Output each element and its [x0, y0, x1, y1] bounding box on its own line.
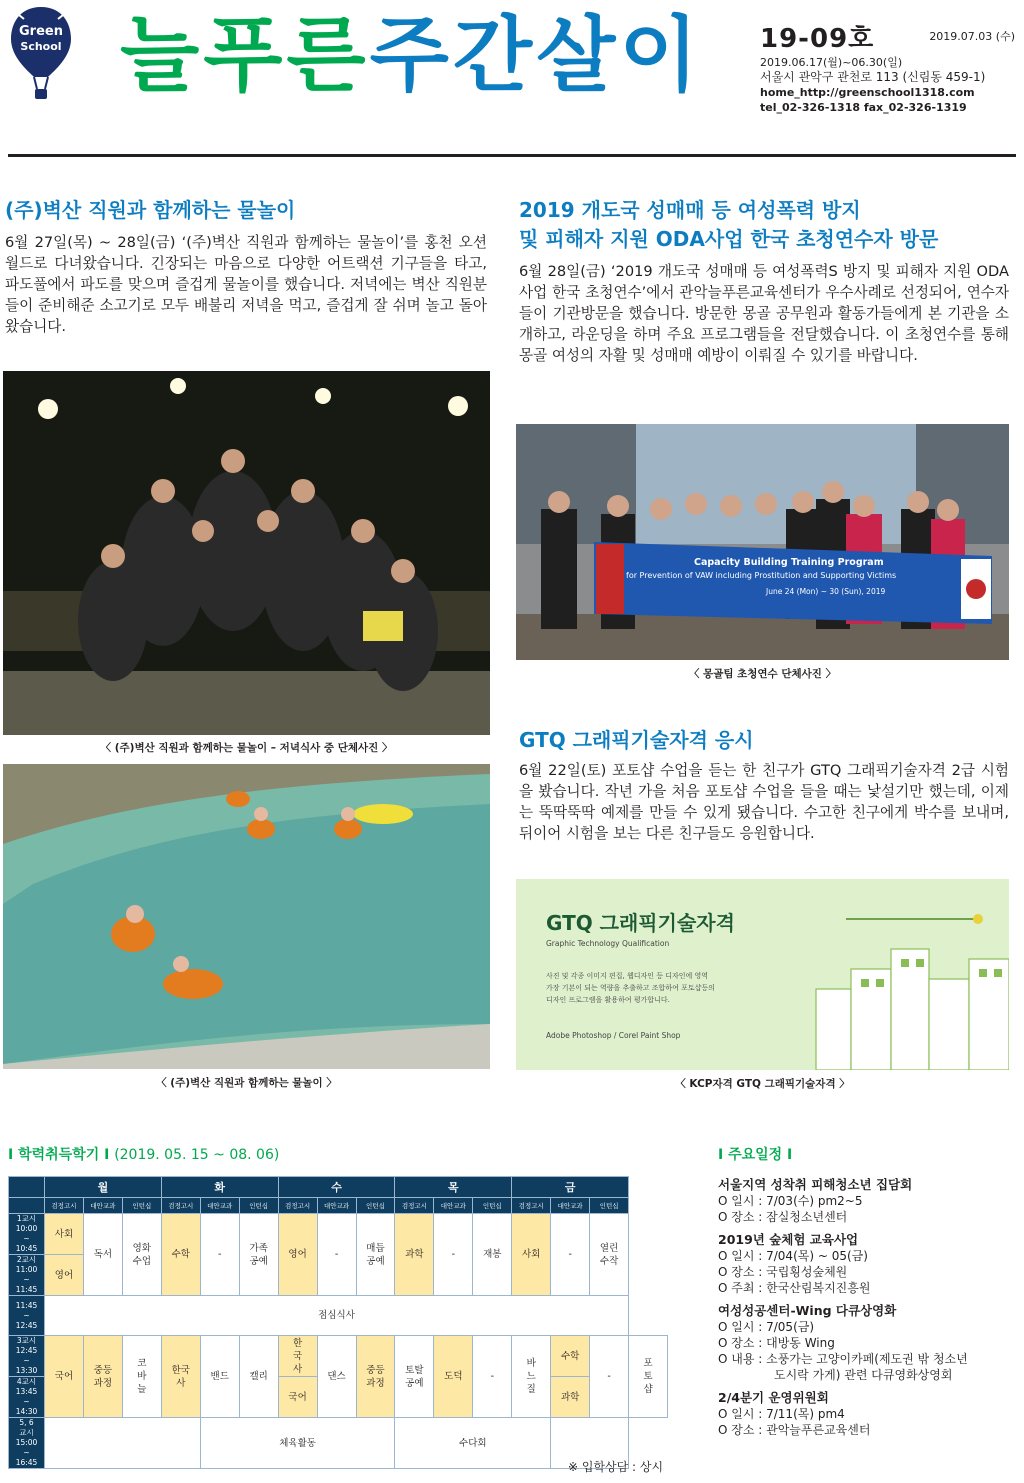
issue-date: 2019.07.03 (수)	[929, 30, 1015, 43]
timetable	[8, 1176, 668, 1469]
class-cell: 중등 과정	[356, 1336, 395, 1418]
svg-text:Green: Green	[19, 24, 63, 39]
class-cell: 수학	[551, 1336, 590, 1377]
admission-note: ※ 입학상담 : 상시	[568, 1460, 664, 1474]
period-3-time: 3교시 12:45 ~ 13:30	[9, 1336, 45, 1377]
class-cell: -	[551, 1214, 590, 1296]
track-header: 검정고시	[512, 1198, 551, 1214]
photo-caption-water-play: 〈 (주)벽산 직원과 함께하는 물놀이 〉	[156, 1077, 337, 1089]
schedule-item-line: O 일시 : 7/03(수) pm2~5	[718, 1194, 863, 1208]
class-cell: 중등 과정	[83, 1336, 122, 1418]
class-cell: 가족 공예	[239, 1214, 278, 1296]
class-cell: 수학	[161, 1214, 200, 1296]
tel-fax: tel_02-326-1318 fax_02-326-1319	[760, 101, 967, 114]
class-cell: 매듭 공예	[356, 1214, 395, 1296]
timetable-heading	[8, 1144, 279, 1164]
schedule-item-title: 2019년 숲체험 교육사업	[718, 1232, 859, 1247]
green-school-balloon-logo	[10, 5, 72, 103]
address: 서울시 관악구 관천로 113 (신림동 459-1)	[760, 70, 986, 84]
track-header: 대안교과	[83, 1198, 122, 1214]
day-header: 금	[512, 1177, 629, 1198]
schedule-item-line: 도시락 가게) 관련 다큐영화상영회	[774, 1368, 953, 1382]
masthead-green-word: 늘푸른	[120, 8, 370, 103]
mongolia-group-photo	[516, 424, 1009, 660]
class-cell: 한국 사	[161, 1336, 200, 1418]
schedule-item-line: O 내용 : 소풍가는 고양이카페(제도권 밖 청소년	[718, 1352, 968, 1366]
photo-caption-gtq: 〈 KCP자격 GTQ 그래픽기술자격 〉	[675, 1078, 850, 1090]
schedule-item-line: O 일시 : 7/11(목) pm4	[718, 1407, 845, 1421]
empty-cell	[45, 1418, 201, 1469]
group-dinner-photo	[3, 371, 490, 735]
class-cell: 영화 수업	[122, 1214, 161, 1296]
track-header: 검정고시	[395, 1198, 434, 1214]
class-cell: 과학	[551, 1377, 590, 1418]
article-body-water-play: 6월 27일(목) ~ 28일(금) ‘(주)벽산 직원과 함께하는 물놀이’를 홍천 오션월드로 다녀왔습니다. 긴장되는 마음으로 다양한 어트랙션 기구들을 타고, 파도풀에서 파도를 맞으며 즐겁게 물놀이를 했습니다. 저녁에는 벽산 직원분들이 준비해준 소고기로 모두 배불리 저녁을 먹고, 즐겁게 잘 쉬며 놀고 돌아왔습니다.	[5, 234, 487, 335]
lunch-cell: 점심식사	[45, 1296, 629, 1336]
track-header: 대안교과	[434, 1198, 473, 1214]
track-header: 검정고시	[278, 1198, 317, 1214]
schedule-item	[718, 1176, 1018, 1225]
class-cell: -	[200, 1214, 239, 1296]
period-2-time: 2교시 11:00 ~ 11:45	[9, 1255, 45, 1296]
timetable-title: I 학력취득학기 I	[8, 1147, 110, 1163]
article-title-oda-line2: 및 피해자 지원 ODA사업 한국 초청연수자 방문	[519, 227, 939, 251]
schedule-item-line: O 일시 : 7/04(목) ~ 05(금)	[718, 1249, 868, 1263]
banner-dates: June 24 (Mon) ~ 30 (Sun), 2019	[766, 587, 886, 596]
track-header: 인턴십	[473, 1198, 512, 1214]
article-title-oda-line1: 2019 개도국 성매매 등 여성폭력 방지	[519, 198, 861, 222]
schedule-item	[718, 1302, 1018, 1383]
schedule-item-line: O 장소 : 대방동 Wing	[718, 1336, 835, 1350]
schedule-item-line: O 장소 : 잠실청소년센터	[718, 1210, 848, 1224]
header-divider	[8, 154, 1016, 157]
gtq-image-title: GTQ 그래픽기술자격	[546, 911, 735, 935]
class-cell: -	[473, 1336, 512, 1418]
class-cell: -	[434, 1214, 473, 1296]
svg-text:School: School	[20, 40, 62, 53]
banner-subtitle: for Prevention of VAW including Prostitution and Supporting Victims	[626, 571, 897, 580]
article-body-oda: 6월 28일(금) ‘2019 개도국 성매매 등 여성폭력S 방지 및 피해자 지원 ODA사업 한국 초청연수’에서 관악늘푸른교육센터가 우수사례로 선정되어, 연수자들이 기관방문을 했습니다. 방문한 몽골 공무원과 활동가들에게 본 기관을 소개하고, 라운딩을 하며 주요 프로그램들을 전달했습니다. 이 초청연수를 통해 몽골 여성의 자활 및 성매매 예방이 이뤄질 수 있기를 바랍니다.	[519, 263, 1009, 364]
issue-info	[760, 18, 1015, 115]
track-header: 인턴십	[590, 1198, 629, 1214]
newsletter-masthead	[120, 6, 703, 106]
schedule-list	[718, 1170, 1018, 1438]
track-header: 인턴십	[356, 1198, 395, 1214]
schedule-item-title: 서울지역 성착취 피해청소년 집담회	[718, 1177, 913, 1192]
class-cell: 밴드	[200, 1336, 239, 1418]
article-title-water-play: (주)벽산 직원과 함께하는 물놀이	[5, 198, 296, 222]
class-cell: 포 토 샵	[629, 1336, 668, 1418]
class-cell: 국어	[45, 1336, 84, 1418]
class-cell: 바 느 질	[512, 1336, 551, 1418]
track-header: 대안교과	[200, 1198, 239, 1214]
track-header: 인턴십	[239, 1198, 278, 1214]
gtq-certificate-image	[516, 879, 1009, 1070]
day-header: 화	[161, 1177, 278, 1198]
class-cell: 토탈 공예	[395, 1336, 434, 1418]
masthead-blue-word: 주간살이	[369, 8, 703, 103]
club-cell: 수다회	[395, 1418, 551, 1469]
schedule-heading: I 주요일정 I	[718, 1147, 793, 1163]
class-cell: 사회	[45, 1214, 84, 1255]
issue-number: 19-09호	[760, 24, 875, 54]
class-cell: 도덕	[434, 1336, 473, 1418]
schedule-item-line: O 주최 : 한국산림복지진흥원	[718, 1281, 871, 1295]
track-header: 대안교과	[551, 1198, 590, 1214]
timetable-corner	[9, 1177, 45, 1198]
track-header: 검정고시	[161, 1198, 200, 1214]
gtq-image-subtitle: Graphic Technology Qualification	[546, 939, 670, 948]
class-cell: 열린 수작	[590, 1214, 629, 1296]
banner-title: Capacity Building Training Program	[694, 557, 884, 568]
period-4-time: 4교시 13:45 ~ 14:30	[9, 1377, 45, 1418]
day-header: 목	[395, 1177, 512, 1198]
schedule-item-line: O 장소 : 국립횡성숲체원	[718, 1265, 848, 1279]
class-cell: 캘리	[239, 1336, 278, 1418]
pe-cell: 체육활동	[200, 1418, 395, 1469]
class-cell: 사회	[512, 1214, 551, 1296]
gtq-image-desc-1: 사진 및 각종 이미지 편집, 웹디자인 등 디자인에 영역	[546, 972, 709, 980]
gtq-image-desc-2: 가장 기본이 되는 역량을 추출하고 조합하여 포토샵등의	[546, 984, 715, 992]
track-header: 검정고시	[45, 1198, 84, 1214]
class-cell: 국어	[278, 1377, 317, 1418]
article-title-gtq: GTQ 그래픽기술자격 응시	[519, 728, 754, 752]
schedule-item-title: 2/4분기 운영위원회	[718, 1390, 829, 1405]
class-cell: 코 바 늘	[122, 1336, 161, 1418]
photo-caption-dinner: 〈 (주)벽산 직원과 함께하는 물놀이 – 저녁식사 중 단체사진 〉	[100, 742, 393, 754]
photo-caption-mongolia: 〈 몽골팀 초청연수 단체사진 〉	[688, 668, 837, 680]
period-5-6-time: 5, 6 교시 15:00 ~ 16:45	[9, 1418, 45, 1469]
class-cell: 재봉	[473, 1214, 512, 1296]
schedule-item-title: 여성성공센터-Wing 다큐상영화	[718, 1303, 897, 1318]
day-header: 월	[45, 1177, 162, 1198]
schedule-item	[718, 1231, 1018, 1296]
class-cell: -	[590, 1336, 629, 1418]
article-body-gtq: 6월 22일(토) 포토샵 수업을 듣는 한 친구가 GTQ 그래픽기술자격 2급 시험을 봤습니다. 작년 가을 처음 포토샵 수업을 들을 때는 낯설기만 했는데, 이제는 뚝딱뚝딱 예제를 만들 수 있게 됐습니다. 수고한 친구에게 박수를 보내며, 뒤이어 시험을 보는 다른 친구들도 응원합니다.	[519, 762, 1009, 842]
timetable-date-range: (2019. 05. 15 ~ 08. 06)	[114, 1147, 280, 1163]
timetable-corner	[9, 1198, 45, 1214]
class-cell: 영어	[278, 1214, 317, 1296]
period-1-time: 1교시 10:00 ~ 10:45	[9, 1214, 45, 1255]
track-header: 인턴십	[122, 1198, 161, 1214]
schedule-item-line: O 장소 : 관악늘푸른교육센터	[718, 1423, 871, 1437]
day-header: 수	[278, 1177, 395, 1198]
gtq-image-footer: Adobe Photoshop / Corel Paint Shop	[546, 1031, 681, 1040]
class-cell: 댄스	[317, 1336, 356, 1418]
class-cell: 영어	[45, 1255, 84, 1296]
gtq-image-desc-3: 디자인 프로그램을 활용하여 평가합니다.	[546, 996, 670, 1004]
track-header: 대안교과	[317, 1198, 356, 1214]
class-cell: 독서	[83, 1214, 122, 1296]
homepage-link[interactable]: home_http://greenschool1318.com	[760, 86, 975, 99]
schedule-item	[718, 1389, 1018, 1438]
issue-period: 2019.06.17(월)~06.30(일)	[760, 56, 903, 69]
lazy-river-photo	[3, 764, 490, 1069]
schedule-item-line: O 일시 : 7/05(금)	[718, 1320, 815, 1334]
class-cell: 한 국 사	[278, 1336, 317, 1377]
class-cell: 과학	[395, 1214, 434, 1296]
lunch-time: 11:45 ~ 12:45	[9, 1296, 45, 1336]
class-cell: -	[317, 1214, 356, 1296]
